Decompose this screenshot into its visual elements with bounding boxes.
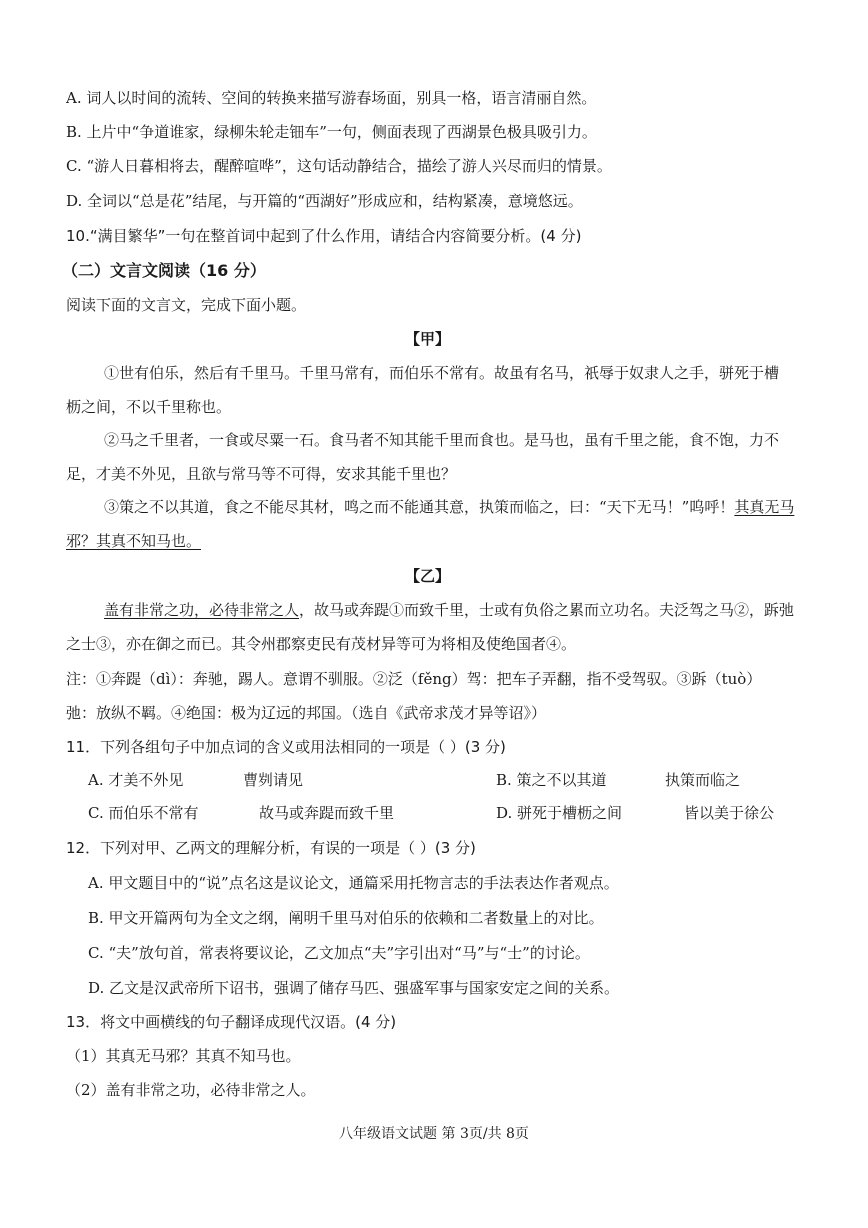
jia-paragraph-2-line-1: ②马之千里者，一食或尽粟一石。食马者不知其能千里而食也。是马也，虽有千里之能，食不饱，力不 bbox=[104, 431, 780, 449]
q9-option-b: B. 上片中“争道谁家，绿柳朱轮走钿车”一句，侧面表现了西湖景色极具吸引力。 bbox=[66, 123, 597, 141]
jia-paragraph-1-line-2: 枥之间，不以千里称也。 bbox=[66, 398, 232, 416]
q9-option-a: A. 词人以时间的流转、空间的转换来描写游春场面，别具一格，语言清丽自然。 bbox=[66, 89, 597, 107]
q13-sentence-2: （2）盖有非常之功，必待非常之人。 bbox=[66, 1081, 316, 1099]
section-title: （二）文言文阅读（16 分） bbox=[62, 261, 266, 280]
q11-option-c-1: C. 而伯乐不常有 bbox=[88, 804, 199, 822]
jia-paragraph-3-text: ③策之不以其道，食之不能尽其材，鸣之而不能通其意，执策而临之，曰：“天下无马！”呜呼！ bbox=[104, 498, 735, 516]
passage-yi-label: 【乙】 bbox=[405, 567, 451, 585]
q11-option-d-1: D. 骈死于槽枥之间 bbox=[496, 804, 623, 822]
question-13-stem: 13．将文中画横线的句子翻译成现代汉语。(4 分) bbox=[66, 1013, 397, 1031]
page-footer: 八年级语文试题 第 3页/共 8页 bbox=[339, 1126, 529, 1142]
yi-line-1 bbox=[104, 600, 794, 620]
instruction: 阅读下面的文言文，完成下面小题。 bbox=[66, 296, 307, 314]
jia-paragraph-3-line-1 bbox=[104, 497, 794, 517]
notes-line-2: 弛：放纵不羁。④绝国：极为辽远的邦国。（选自《武帝求茂才异等诏》） bbox=[66, 704, 547, 722]
q9-option-d: D. 全词以“总是花”结尾，与开篇的“西湖好”形成应和，结构紧凑，意境悠远。 bbox=[66, 192, 583, 210]
q11-option-b-2: 执策而临之 bbox=[665, 771, 741, 789]
q12-option-b: B. 甲文开篇两句为全文之纲，阐明千里马对伯乐的依赖和二者数量上的对比。 bbox=[88, 909, 604, 927]
q9-option-c: C. “游人日暮相将去，醒醉喧哗”，这句话动静结合，描绘了游人兴尽而归的情景。 bbox=[66, 157, 612, 175]
underlined-sentence-2: 盖有非常之功，必待非常之人 bbox=[104, 601, 300, 619]
q11-option-c-2: 故马或奔踶而致千里 bbox=[259, 804, 395, 822]
question-12-stem: 12．下列对甲、乙两文的理解分析，有误的一项是（ ）(3 分) bbox=[66, 839, 476, 857]
yi-line-2: 之士③，亦在御之而已。其令州郡察吏民有茂材异等可为将相及使绝国者④。 bbox=[66, 635, 577, 653]
question-11-stem: 11．下列各组句子中加点词的含义或用法相同的一项是（ ）(3 分) bbox=[66, 738, 506, 756]
question-10: 10.“满目繁华”一句在整首词中起到了什么作用，请结合内容简要分析。(4 分) bbox=[66, 227, 582, 245]
q12-option-a: A. 甲文题目中的“说”点名这是议论文，通篇采用托物言志的手法表达作者观点。 bbox=[88, 874, 619, 892]
yi-line-1-rest: ，故马或奔踶①而致千里，士或有负俗之累而立功名。夫泛驾之马②，跅弛 bbox=[299, 601, 795, 619]
q12-option-c: C. “夫”放句首，常表将要议论，乙文加点“夫”字引出对“马”与“士”的讨论。 bbox=[88, 944, 590, 962]
q11-option-d-2: 皆以美于徐公 bbox=[684, 804, 775, 822]
jia-paragraph-2-line-2: 足，才美不外见，且欲与常马等不可得，安求其能千里也？ bbox=[66, 465, 457, 483]
passage-jia-label: 【甲】 bbox=[405, 330, 451, 348]
q11-option-a-2: 曹刿请见 bbox=[243, 771, 304, 789]
q12-option-d: D. 乙文是汉武帝所下诏书，强调了储存马匹、强盛军事与国家安定之间的关系。 bbox=[88, 979, 620, 997]
notes-line-1: 注：①奔踶（dì）：奔驰，踢人。意谓不驯服。②泛（fěng）驾：把车子弄翻，指不受驾驭。③跅（tuò） bbox=[66, 670, 762, 688]
jia-paragraph-1-line-1: ①世有伯乐，然后有千里马。千里马常有，而伯乐不常有。故虽有名马，祇辱于奴隶人之手，骈死于槽 bbox=[104, 364, 780, 382]
q11-option-a-1: A. 才美不外见 bbox=[88, 771, 184, 789]
q13-sentence-1: （1）其真无马邪？其真不知马也。 bbox=[66, 1047, 301, 1065]
underlined-sentence-1-part-1: 其真无马 bbox=[734, 498, 795, 516]
q11-option-b-1: B. 策之不以其道 bbox=[496, 771, 607, 789]
underlined-sentence-1-part-2: 邪？其真不知马也。 bbox=[66, 532, 202, 550]
